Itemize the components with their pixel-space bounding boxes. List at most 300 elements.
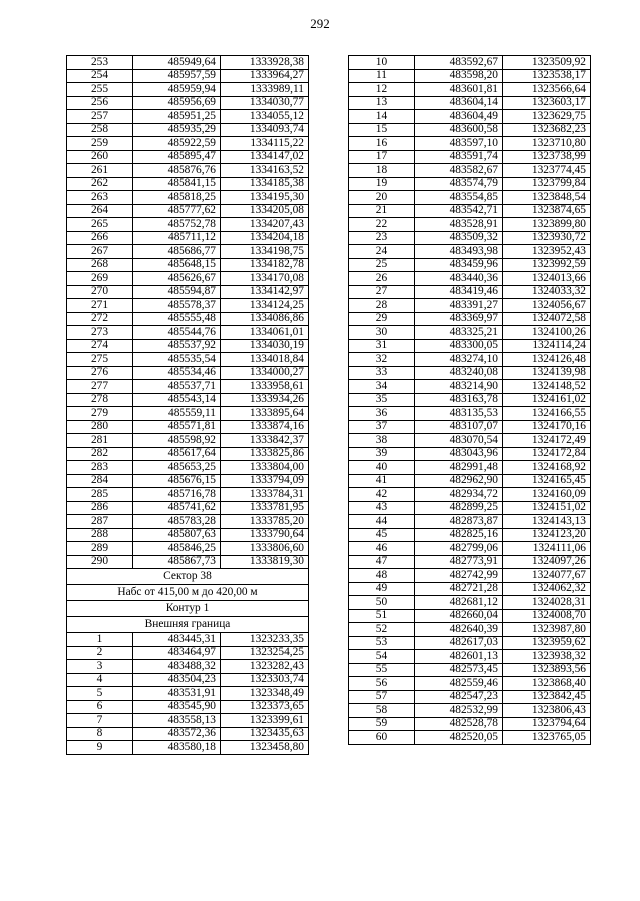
coord-y: 1333781,95	[221, 501, 309, 515]
point-number: 34	[349, 380, 415, 394]
point-number: 45	[349, 528, 415, 542]
table-row	[67, 164, 309, 178]
table-row	[349, 272, 591, 286]
table-row	[67, 646, 309, 660]
point-number: 7	[67, 714, 133, 728]
coord-x: 483135,53	[415, 407, 503, 421]
table-row	[67, 420, 309, 434]
coord-x: 483601,81	[415, 83, 503, 97]
coord-y: 1324072,58	[503, 312, 591, 326]
table-row	[67, 150, 309, 164]
point-number: 2	[67, 646, 133, 660]
point-number: 4	[67, 673, 133, 687]
coord-y: 1334018,84	[221, 353, 309, 367]
table-row	[349, 245, 591, 259]
coord-x: 482899,25	[415, 501, 503, 515]
point-number: 267	[67, 245, 133, 259]
table-row	[67, 555, 309, 569]
point-number: 257	[67, 110, 133, 124]
point-number: 20	[349, 191, 415, 205]
point-number: 8	[67, 727, 133, 741]
point-number: 41	[349, 474, 415, 488]
point-number: 263	[67, 191, 133, 205]
point-number: 23	[349, 231, 415, 245]
coord-y: 1324166,55	[503, 407, 591, 421]
sector-title-row	[67, 569, 309, 585]
sector-range-row	[67, 585, 309, 601]
point-number: 11	[349, 69, 415, 83]
table-row	[349, 231, 591, 245]
table-row	[349, 123, 591, 137]
coord-y: 1323868,40	[503, 677, 591, 691]
point-number: 35	[349, 393, 415, 407]
point-number: 253	[67, 56, 133, 70]
table-row	[67, 366, 309, 380]
table-row	[349, 285, 591, 299]
coord-y: 1334163,52	[221, 164, 309, 178]
point-number: 46	[349, 542, 415, 556]
table-row	[349, 353, 591, 367]
coord-x: 482681,12	[415, 596, 503, 610]
coord-x: 483554,85	[415, 191, 503, 205]
coord-y: 1323874,65	[503, 204, 591, 218]
coord-x: 485741,62	[133, 501, 221, 515]
point-number: 5	[67, 687, 133, 701]
table-row	[67, 488, 309, 502]
point-number: 288	[67, 528, 133, 542]
table-row	[349, 717, 591, 731]
table-row	[349, 447, 591, 461]
coord-x: 483580,18	[133, 741, 221, 755]
point-number: 28	[349, 299, 415, 313]
point-number: 271	[67, 299, 133, 313]
coord-x: 485876,76	[133, 164, 221, 178]
coord-y: 1333842,37	[221, 434, 309, 448]
point-number: 1	[67, 633, 133, 647]
table-row	[67, 380, 309, 394]
table-row	[349, 164, 591, 178]
point-number: 36	[349, 407, 415, 421]
coord-y: 1323842,45	[503, 690, 591, 704]
coord-x: 483325,21	[415, 326, 503, 340]
coord-y: 1323799,84	[503, 177, 591, 191]
point-number: 24	[349, 245, 415, 259]
table-row	[349, 204, 591, 218]
coord-y: 1333785,20	[221, 515, 309, 529]
coord-x: 485951,25	[133, 110, 221, 124]
coord-y: 1323629,75	[503, 110, 591, 124]
point-number: 279	[67, 407, 133, 421]
coord-y: 1323538,17	[503, 69, 591, 83]
contour-title: Контур 1	[67, 601, 309, 617]
sector-height-range: Набс от 415,00 м до 420,00 м	[67, 585, 309, 601]
point-number: 274	[67, 339, 133, 353]
coord-x: 485959,94	[133, 83, 221, 97]
point-number: 281	[67, 434, 133, 448]
coord-y: 1333874,16	[221, 420, 309, 434]
table-row	[349, 326, 591, 340]
coord-x: 482532,99	[415, 704, 503, 718]
table-row	[349, 366, 591, 380]
table-row	[67, 69, 309, 83]
table-row	[349, 339, 591, 353]
coord-y: 1324172,49	[503, 434, 591, 448]
table-row	[67, 393, 309, 407]
point-number: 47	[349, 555, 415, 569]
coord-x: 485957,59	[133, 69, 221, 83]
table-row	[67, 191, 309, 205]
coord-y: 1334086,86	[221, 312, 309, 326]
coord-y: 1334061,01	[221, 326, 309, 340]
point-number: 40	[349, 461, 415, 475]
table-row	[349, 150, 591, 164]
coord-y: 1323282,43	[221, 660, 309, 674]
coord-x: 483274,10	[415, 353, 503, 367]
coord-y: 1334147,02	[221, 150, 309, 164]
table-row	[349, 636, 591, 650]
table-row	[349, 393, 591, 407]
table-row	[67, 272, 309, 286]
coord-x: 482991,48	[415, 461, 503, 475]
point-number: 44	[349, 515, 415, 529]
coord-x: 483504,23	[133, 673, 221, 687]
coord-x: 482528,78	[415, 717, 503, 731]
coord-x: 485956,69	[133, 96, 221, 110]
coord-y: 1334170,08	[221, 272, 309, 286]
coord-x: 485653,25	[133, 461, 221, 475]
coord-y: 1324143,13	[503, 515, 591, 529]
table-row	[349, 83, 591, 97]
point-number: 265	[67, 218, 133, 232]
point-number: 26	[349, 272, 415, 286]
coord-y: 1333819,30	[221, 555, 309, 569]
table-row	[67, 110, 309, 124]
coord-x: 483545,90	[133, 700, 221, 714]
table-row	[349, 299, 591, 313]
coord-y: 1324170,16	[503, 420, 591, 434]
coord-y: 1334115,22	[221, 137, 309, 151]
coord-x: 485598,92	[133, 434, 221, 448]
coord-x: 485846,25	[133, 542, 221, 556]
coord-x: 485777,62	[133, 204, 221, 218]
table-row	[349, 663, 591, 677]
coord-y: 1333784,31	[221, 488, 309, 502]
coord-x: 485534,46	[133, 366, 221, 380]
coord-x: 485578,37	[133, 299, 221, 313]
table-row	[67, 245, 309, 259]
coord-y: 1323435,63	[221, 727, 309, 741]
coord-x: 483107,07	[415, 420, 503, 434]
coord-y: 1324126,48	[503, 353, 591, 367]
coord-y: 1334205,08	[221, 204, 309, 218]
point-number: 284	[67, 474, 133, 488]
coord-x: 485711,12	[133, 231, 221, 245]
table-row	[349, 650, 591, 664]
table-row	[67, 727, 309, 741]
table-row	[349, 96, 591, 110]
coord-y: 1333895,64	[221, 407, 309, 421]
table-row	[349, 731, 591, 745]
point-number: 39	[349, 447, 415, 461]
coord-x: 483598,20	[415, 69, 503, 83]
coord-y: 1323992,59	[503, 258, 591, 272]
point-number: 17	[349, 150, 415, 164]
coord-x: 483597,10	[415, 137, 503, 151]
coord-x: 485571,81	[133, 420, 221, 434]
point-number: 29	[349, 312, 415, 326]
coord-y: 1333790,64	[221, 528, 309, 542]
coord-x: 485807,63	[133, 528, 221, 542]
point-number: 59	[349, 717, 415, 731]
coord-y: 1323938,32	[503, 650, 591, 664]
coord-y: 1324168,92	[503, 461, 591, 475]
coord-y: 1323682,23	[503, 123, 591, 137]
table-row	[67, 687, 309, 701]
coord-y: 1323848,54	[503, 191, 591, 205]
coord-x: 485783,28	[133, 515, 221, 529]
point-number: 262	[67, 177, 133, 191]
table-row	[67, 177, 309, 191]
coord-y: 1324013,66	[503, 272, 591, 286]
coord-y: 1334182,78	[221, 258, 309, 272]
point-number: 264	[67, 204, 133, 218]
point-number: 258	[67, 123, 133, 137]
table-row	[349, 596, 591, 610]
point-number: 260	[67, 150, 133, 164]
table-row	[67, 96, 309, 110]
coord-x: 485818,25	[133, 191, 221, 205]
coord-x: 483582,67	[415, 164, 503, 178]
coord-y: 1324100,26	[503, 326, 591, 340]
coord-y: 1324062,32	[503, 582, 591, 596]
point-number: 276	[67, 366, 133, 380]
coordinates-table-right	[348, 55, 591, 745]
table-row	[349, 191, 591, 205]
coord-y: 1323303,74	[221, 673, 309, 687]
point-number: 256	[67, 96, 133, 110]
table-row	[67, 326, 309, 340]
coord-x: 483300,05	[415, 339, 503, 353]
table-row	[67, 137, 309, 151]
table-row	[349, 420, 591, 434]
coord-y: 1334198,75	[221, 245, 309, 259]
table-row	[67, 285, 309, 299]
coord-x: 483531,91	[133, 687, 221, 701]
boundary-title-row	[67, 617, 309, 633]
point-number: 19	[349, 177, 415, 191]
point-number: 290	[67, 555, 133, 569]
coord-x: 482962,90	[415, 474, 503, 488]
table-row	[349, 582, 591, 596]
point-number: 13	[349, 96, 415, 110]
coord-x: 485617,64	[133, 447, 221, 461]
coord-x: 482825,16	[415, 528, 503, 542]
table-row	[349, 218, 591, 232]
coord-y: 1333825,86	[221, 447, 309, 461]
point-number: 275	[67, 353, 133, 367]
table-row	[349, 690, 591, 704]
coord-x: 483528,91	[415, 218, 503, 232]
coord-x: 485555,48	[133, 312, 221, 326]
table-row	[67, 501, 309, 515]
table-row	[67, 218, 309, 232]
table-row	[349, 69, 591, 83]
page-number: 292	[310, 16, 330, 31]
coord-x: 485716,78	[133, 488, 221, 502]
coord-y: 1334000,27	[221, 366, 309, 380]
coord-x: 485544,76	[133, 326, 221, 340]
coord-y: 1323458,80	[221, 741, 309, 755]
point-number: 54	[349, 650, 415, 664]
coord-x: 482934,72	[415, 488, 503, 502]
table-row	[67, 461, 309, 475]
table-row	[67, 123, 309, 137]
coord-x: 482873,87	[415, 515, 503, 529]
point-number: 12	[349, 83, 415, 97]
point-number: 278	[67, 393, 133, 407]
coordinates-table-left	[66, 55, 309, 755]
coord-x: 483591,74	[415, 150, 503, 164]
table-row	[349, 461, 591, 475]
coord-y: 1323373,65	[221, 700, 309, 714]
point-number: 289	[67, 542, 133, 556]
coord-y: 1323738,99	[503, 150, 591, 164]
point-number: 255	[67, 83, 133, 97]
coord-x: 485594,87	[133, 285, 221, 299]
coord-y: 1324160,09	[503, 488, 591, 502]
coord-y: 1323399,61	[221, 714, 309, 728]
coord-y: 1334030,19	[221, 339, 309, 353]
coord-x: 483070,54	[415, 434, 503, 448]
coord-y: 1324077,67	[503, 569, 591, 583]
coord-x: 485626,67	[133, 272, 221, 286]
point-number: 266	[67, 231, 133, 245]
coord-y: 1324056,67	[503, 299, 591, 313]
coord-x: 483240,08	[415, 366, 503, 380]
point-number: 38	[349, 434, 415, 448]
coord-y: 1324161,02	[503, 393, 591, 407]
point-number: 52	[349, 623, 415, 637]
coord-y: 1334055,12	[221, 110, 309, 124]
point-number: 268	[67, 258, 133, 272]
coord-x: 485867,73	[133, 555, 221, 569]
coord-y: 1333934,26	[221, 393, 309, 407]
coord-x: 485648,15	[133, 258, 221, 272]
table-row	[67, 204, 309, 218]
coord-y: 1323806,43	[503, 704, 591, 718]
coord-x: 483600,58	[415, 123, 503, 137]
table-row	[67, 633, 309, 647]
coord-y: 1324111,06	[503, 542, 591, 556]
coord-x: 482773,91	[415, 555, 503, 569]
table-row	[349, 380, 591, 394]
coord-y: 1323509,92	[503, 56, 591, 70]
point-number: 272	[67, 312, 133, 326]
table-row	[67, 714, 309, 728]
coord-y: 1324033,32	[503, 285, 591, 299]
coord-y: 1323952,43	[503, 245, 591, 259]
coord-x: 482640,39	[415, 623, 503, 637]
table-row	[349, 258, 591, 272]
coord-x: 483542,71	[415, 204, 503, 218]
coord-y: 1334030,77	[221, 96, 309, 110]
point-number: 33	[349, 366, 415, 380]
point-number: 43	[349, 501, 415, 515]
coord-x: 485895,47	[133, 150, 221, 164]
coord-y: 1333806,60	[221, 542, 309, 556]
coord-y: 1333928,38	[221, 56, 309, 70]
point-number: 9	[67, 741, 133, 755]
table-row	[67, 83, 309, 97]
point-number: 3	[67, 660, 133, 674]
coord-x: 483592,67	[415, 56, 503, 70]
coord-y: 1324172,84	[503, 447, 591, 461]
table-row	[349, 623, 591, 637]
coord-y: 1324123,20	[503, 528, 591, 542]
coord-x: 482742,99	[415, 569, 503, 583]
coord-y: 1323930,72	[503, 231, 591, 245]
coord-x: 485543,14	[133, 393, 221, 407]
table-row	[67, 474, 309, 488]
coord-x: 485535,54	[133, 353, 221, 367]
coord-x: 482520,05	[415, 731, 503, 745]
coord-x: 485559,11	[133, 407, 221, 421]
point-number: 273	[67, 326, 133, 340]
point-number: 27	[349, 285, 415, 299]
point-number: 14	[349, 110, 415, 124]
point-number: 60	[349, 731, 415, 745]
coord-y: 1323566,64	[503, 83, 591, 97]
point-number: 270	[67, 285, 133, 299]
coord-x: 482799,06	[415, 542, 503, 556]
coord-y: 1334207,43	[221, 218, 309, 232]
coord-x: 485752,78	[133, 218, 221, 232]
coord-x: 483419,46	[415, 285, 503, 299]
table-row	[67, 447, 309, 461]
table-row	[349, 677, 591, 691]
table-row	[349, 488, 591, 502]
table-row	[67, 258, 309, 272]
coord-y: 1334142,97	[221, 285, 309, 299]
point-number: 49	[349, 582, 415, 596]
table-row	[67, 353, 309, 367]
coord-y: 1323959,62	[503, 636, 591, 650]
coord-y: 1324148,52	[503, 380, 591, 394]
coord-y: 1333964,27	[221, 69, 309, 83]
table-row	[349, 407, 591, 421]
table-row	[67, 700, 309, 714]
table-row	[67, 542, 309, 556]
coord-y: 1324008,70	[503, 609, 591, 623]
coord-x: 482547,23	[415, 690, 503, 704]
point-number: 37	[349, 420, 415, 434]
coord-x: 482601,13	[415, 650, 503, 664]
point-number: 277	[67, 380, 133, 394]
coord-x: 483558,13	[133, 714, 221, 728]
coord-x: 485935,29	[133, 123, 221, 137]
coord-x: 482573,45	[415, 663, 503, 677]
table-row	[349, 110, 591, 124]
point-number: 51	[349, 609, 415, 623]
point-number: 282	[67, 447, 133, 461]
point-number: 286	[67, 501, 133, 515]
point-number: 10	[349, 56, 415, 70]
coord-x: 483464,97	[133, 646, 221, 660]
coord-y: 1323603,17	[503, 96, 591, 110]
coord-y: 1334204,18	[221, 231, 309, 245]
coord-x: 483574,79	[415, 177, 503, 191]
coord-y: 1323233,35	[221, 633, 309, 647]
